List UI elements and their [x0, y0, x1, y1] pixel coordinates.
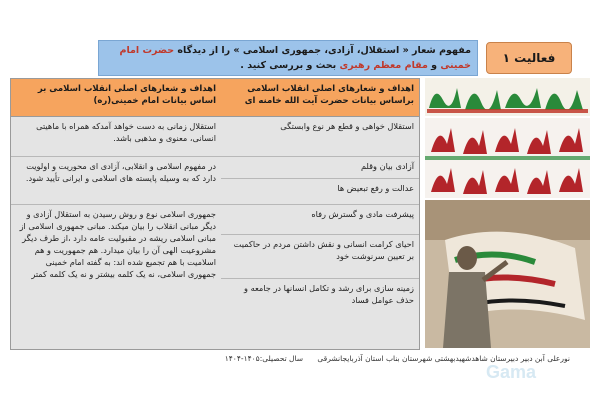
watermark-logo: Gama	[486, 362, 537, 382]
instruction-header	[98, 40, 478, 76]
right-cell-growth: زمینه سازی برای رشد و تکامل انسانها در جامعه و حذف عوامل فساد	[219, 279, 419, 349]
activity-label: فعالیت ۱	[502, 51, 556, 65]
right-cell-independence: استقلال خواهی و قطع هر نوع وابستگی	[219, 117, 419, 157]
slogan-banner-green	[425, 78, 590, 116]
right-cell-justice: عدالت و رفع تبعیض ها	[219, 179, 419, 205]
header-text-2: و	[427, 60, 441, 71]
left-cell-independence: استقلال زمانی به دست خواهد آمدکه همراه با ماهیتی انسانی، معنوی و مذهبی باشد.	[11, 117, 221, 157]
slogans-table	[10, 78, 420, 350]
header-highlight-imam: حضرت امام خمینی	[119, 45, 471, 71]
header-highlight-leader: مقام معظم رهبری	[339, 60, 428, 71]
right-cell-dignity: احیای کرامت انسانی و نقش داشتن مردم در حاکمیت بر تعیین سرنوشت خود	[219, 235, 419, 279]
footer-author: نورعلی آبن دبیر دبیرستان شاهدشهیدبهشتی شهرستان بناب استان آذربایجانشرقی	[317, 354, 570, 363]
activity-badge	[486, 42, 572, 74]
revolution-poster	[425, 200, 590, 348]
right-cell-freedom: آزادی بیان وقلم	[219, 157, 419, 179]
slogan-banner-red	[425, 118, 590, 198]
left-cell-freedom: در مفهوم اسلامی و انقلابی، آزادی ای محوریت و اولویت دارد که به وسیله پایسته های اسلامی و ایرانی تأیید شود.	[11, 157, 221, 205]
column-header-khomeini: اهداف و شعارهای اصلی انقلاب اسلامی بر اساس بیانات امام خمینی(ره)	[11, 79, 221, 117]
column-header-khamenei: اهداف و شعارهای اصلی انقلاب اسلامی براساس بیانات حضرت آیت الله خامنه ای	[219, 79, 419, 117]
footer-year: سال تحصیلی:۱۴۰۵-۱۴۰۴	[224, 354, 304, 363]
left-cell-republic: جمهوری اسلامی نوع و روش رسیدن به استقلال آزادی و دیگر مبانی انقلاب را بیان میکند. مبانی جمهوری اسلامی از مبانی اسلامی ریشه در مقبولیت عامه دارد ،از طرف دیگر مشروعیت الهی آن را بیان میدارد. هم جمهوریت و هم اسلامیت با هم تجمیع شده اند: به گفته امام خمینی جمهوری اسلامی، نه یک کلمه بیشتر و نه یک کلمه کمتر	[11, 205, 221, 349]
header-text-3: بحث و بررسی کنید .	[240, 60, 340, 71]
right-cell-progress: پیشرفت مادی و گسترش رفاه	[219, 205, 419, 235]
header-text-1: مفهوم شعار « استقلال، آزادی، جمهوری اسلامی » را از دیدگاه	[174, 45, 471, 56]
